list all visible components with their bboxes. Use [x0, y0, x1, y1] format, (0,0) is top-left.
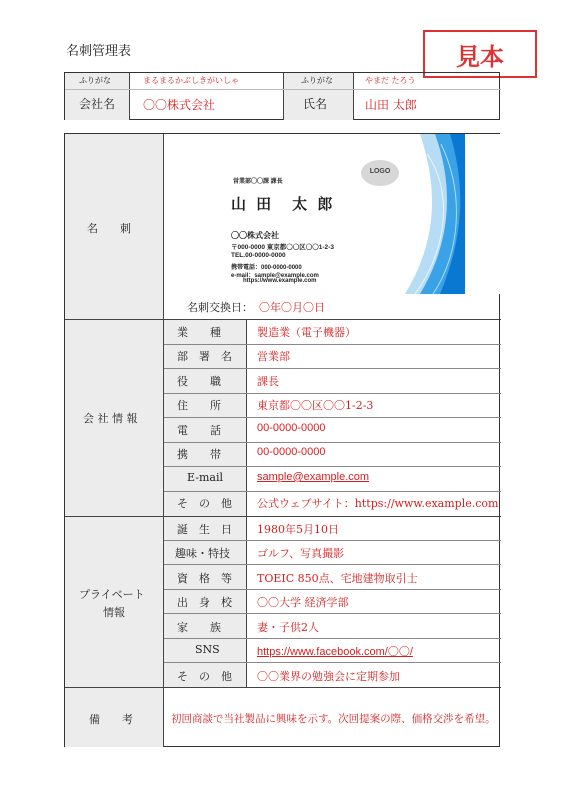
- row-label-phone: 電 話: [177, 424, 221, 437]
- exchange-date-label: 名刺交換日：: [187, 301, 253, 314]
- private-section-label-1: プライベート: [79, 588, 145, 601]
- row-label-department: 部 署 名: [177, 350, 232, 363]
- remarks-label: 備 考: [89, 713, 133, 726]
- row-label-other: そ の 他: [177, 497, 232, 510]
- row-label-sns: SNS: [195, 643, 220, 656]
- row-value-birthday[interactable]: 1980年5月10日: [257, 523, 339, 536]
- exchange-date-value[interactable]: 〇年〇月〇日: [259, 301, 325, 314]
- row-label-private-other: そ の 他: [177, 670, 232, 683]
- row-label-qualification: 資 格 等: [177, 572, 232, 585]
- remarks-value[interactable]: 初回商談で当社製品に興味を示す。次回提案の際、価格交渉を希望。: [171, 713, 496, 725]
- row-label-birthday: 誕 生 日: [177, 523, 232, 536]
- row-label-position: 役 職: [177, 375, 221, 388]
- row-value-mobile[interactable]: 00-0000-0000: [257, 446, 326, 458]
- row-label-email: E-mail: [187, 471, 223, 484]
- main-table: [64, 133, 500, 747]
- card-address: 〒000-0000 東京都〇〇区〇〇1-2-3: [231, 244, 334, 251]
- card-mobile: 携帯電話：000-0000-0000: [231, 265, 302, 271]
- row-value-school[interactable]: 〇〇大学 経済学部: [257, 596, 349, 609]
- card-company: 〇〇株式会社: [231, 231, 279, 240]
- row-value-family[interactable]: 妻・子供2人: [257, 621, 319, 634]
- private-section-label-2: 情報: [103, 606, 125, 619]
- card-name: 山 田 太 郎: [231, 196, 336, 213]
- row-value-private-other[interactable]: 〇〇業界の勉強会に定期参加: [257, 670, 400, 683]
- company-section-label: 会 社 情 報: [83, 412, 138, 425]
- row-value-email[interactable]: sample@example.com: [257, 471, 370, 483]
- card-dept: 営業部〇〇課 課長: [233, 179, 283, 185]
- row-value-other[interactable]: 公式ウェブサイト：https://www.example.com: [257, 497, 499, 510]
- company-furigana: まるまるかぶしきがいしゃ: [143, 76, 239, 85]
- row-label-family: 家 族: [177, 621, 221, 634]
- card-email: e-mail：sample@example.com: [231, 273, 319, 279]
- card-url: https://www.example.com: [243, 278, 317, 284]
- company-label: 会社名: [79, 97, 116, 111]
- row-label-address: 住 所: [177, 399, 221, 412]
- row-value-department[interactable]: 営業部: [257, 350, 290, 363]
- row-value-position[interactable]: 課長: [257, 375, 279, 388]
- card-wave-decoration: [165, 134, 501, 294]
- company-name[interactable]: 〇〇株式会社: [143, 98, 216, 112]
- header-table: [64, 72, 500, 120]
- row-value-industry[interactable]: 製造業（電子機器）: [257, 326, 356, 339]
- row-label-hobby: 趣味・特技: [175, 547, 230, 560]
- row-label-industry: 業 種: [177, 326, 221, 339]
- person-name[interactable]: 山田 太郎: [365, 98, 417, 112]
- card-tel: TEL.00-0000-0000: [231, 252, 286, 259]
- page-title: 名刺管理表: [66, 44, 132, 59]
- card-logo-text: LOGO: [369, 168, 391, 175]
- row-label-school: 出 身 校: [177, 596, 232, 609]
- furigana-label: ふりがな: [79, 76, 111, 85]
- row-value-sns[interactable]: https://www.facebook.com/〇〇/: [257, 646, 413, 658]
- card-section-label: 名 刺: [87, 222, 131, 235]
- business-card-image: [165, 134, 501, 294]
- name-furigana[interactable]: やまだ たろう: [365, 76, 416, 85]
- row-value-qualification[interactable]: TOEIC 850点、宅地建物取引士: [257, 572, 418, 585]
- sample-stamp: 見本: [423, 30, 537, 78]
- name-furigana-label: ふりがな: [301, 76, 333, 85]
- name-label: 氏名: [303, 97, 328, 111]
- row-value-address[interactable]: 東京都〇〇区〇〇1-2-3: [257, 399, 374, 412]
- row-value-hobby[interactable]: ゴルフ、写真撮影: [257, 547, 345, 560]
- row-value-phone[interactable]: 00-0000-0000: [257, 422, 326, 434]
- row-label-mobile: 携 帯: [177, 448, 221, 461]
